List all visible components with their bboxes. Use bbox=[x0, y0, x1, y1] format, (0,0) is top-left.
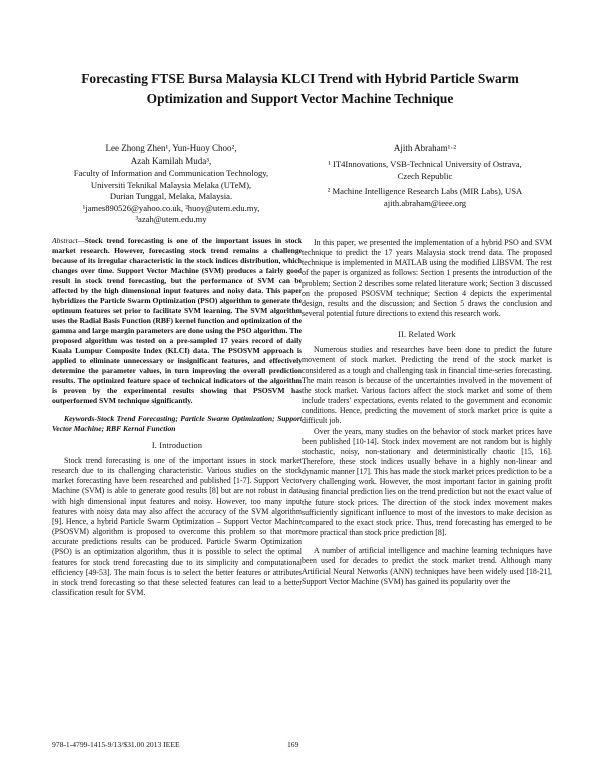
intro-paragraph-2: In this paper, we presented the implementation of a hybrid PSO and SVM technique to predict the 17 years Malaysia stock trend data. The proposed technique is implemented in MATLAB using the modified LIBSVM. The rest of the paper is organized as follows: Section 1 presents the introduction of the problem; Section 2 describes some related literature work; Section 3 discussed on the proposed PSOSVM technique; Section 4 depicts the experimental design, results and the discussion; and Section 5 draws the conclusion and several potential future directions to extend this research work. bbox=[302, 238, 552, 319]
related-paragraph-3: A number of artificial intelligence and machine learning techniques have been used for decades to predict the stock market trend. Although many Artificial Neural Networks (ANN) techniques have been widely used [18-21], Support Vector Machine (SVM) has gained its popularity over the bbox=[302, 546, 552, 586]
author-names-line1: Lee Zhong Zhen¹, Yun-Huoy Choo², bbox=[105, 143, 237, 153]
intro-paragraph-1: Stock trend forecasting is one of the important issues in stock market research due to its challenging characteristic. Various studies on the stock market forecasting have been researched and published [1-7]. Support Vector Machine (SVM) is able to generate good results [8] but are not robust in data with high dimensional input features and noisy. However, too many input features with noisy data may also affect the accuracy of the SVM algorithm [9]. Hence, a hybrid Particle Swarm Optimization – Support Vector Machine (PSOSVM) algorithm is proposed to overcome this problem so that more accurate predictions results can be produced. Particle Swarm Optimization (PSO) is an optimization algorithm, thus it is possible to select the optimal features for stock trend forecasting due to its simplicity and computational efficiency [49-53]. The main focus is to select the better features or attributes in stock trend forecasting so that these selected features can lead to a better classification result for SVM. bbox=[52, 456, 302, 598]
paper-title: Forecasting FTSE Bursa Malaysia KLCI Trend with Hybrid Particle Swarm Optimization and Support Vector Machine Technique bbox=[81, 71, 519, 106]
section-heading-introduction: I. Introduction bbox=[151, 441, 203, 450]
right-column bbox=[302, 238, 552, 587]
affiliation-line: ² Machine Intelligence Research Labs (MIR Labs), USA bbox=[327, 186, 523, 197]
author-names-line2: Azah Kamilah Muda³, bbox=[130, 156, 212, 166]
affiliation-line: ¹ IT4Innovations, VSB-Technical University of Ostrava, bbox=[328, 159, 522, 169]
affiliation-line: Durian Tunggal, Melaka, Malaysia. bbox=[109, 191, 233, 202]
authors-block-right bbox=[300, 142, 550, 209]
copyright-footer: 978-1-4799-1415-9/13/$31.00 2013 IEEE bbox=[52, 740, 180, 749]
abstract-body: Stock trend forecasting is one of the important issues in stock market research. However, forecasting stock trend remains a challenge because of its irregular characteristic in the stock indices distribution, which changes over time. Support Vector Machine (SVM) produces a fairly good result in stock trend forecasting, but the performance of SVM can be affected by the high dimensional input features and noisy data. This paper hybridizes the Particle Swarm Optimization (PSO) algorithm to generate the optimum features set prior to facilitate SVM learning. The SVM algorithm uses the Radial Basis Function (RBF) kernel function and optimization of the gamma and large margin parameters are done using the PSO algorithm. The proposed algorithm was tested on a pre-sampled 17 years record of daily Kuala Lumpur Composite Index (KLCI) data. The PSOSVM approach is applied to eliminate unnecessary or insignificant features, and effectively determine the parameter values, in turn improving the overall prediction results. The optimized feature space of technical indicators of the algorithm is proven by the experimental results showing that PSOSVM has outperformed SVM technique significantly. bbox=[52, 236, 302, 405]
authors-block-left bbox=[52, 142, 290, 226]
related-paragraph-2: Over the years, many studies on the behavior of stock market prices have been published [10-14]. Stock index movement are not random but is highly stochastic, noisy, non-stationary and deterministically chaotic [15, 16]. Therefore, these stock indices usually behave in a highly non-linear and dynamic manner [17]. This has made the stock market prices prediction to be a very challenging work. However, the most important factor in gaining profit using financial prediction lies on the trend prediction but not the exact value of the future stock prices. The direction of the stock index movement makes sufficiently significant influence to most of the investors to make decision as compared to the exact stock price. Thus, trend forecasting has emerged to be more practical than stock price prediction [8]. bbox=[302, 426, 552, 538]
left-column bbox=[52, 236, 302, 598]
affiliation-line: Faculty of Information and Communication Technology, bbox=[73, 168, 269, 178]
keywords: Keywords-Stock Trend Forecasting; Particle Swarm Optimization; Support Vector Machine; RBF Kernal Function bbox=[52, 414, 302, 433]
author-name: Ajith Abraham¹·² bbox=[393, 143, 457, 153]
affiliation-line: Czech Republic bbox=[397, 170, 453, 181]
author-emails-line1: ¹james890526@yahoo.co.uk, ²huoy@utem.edu.my, bbox=[82, 202, 260, 213]
abstract-lead: Abstract— bbox=[52, 236, 85, 245]
author-email: ajith.abraham@ieee.org bbox=[383, 197, 467, 208]
abstract bbox=[52, 236, 302, 406]
related-paragraph-1: Numerous studies and researches have been done to predict the future movement of stock market. Predicting the trend of the stock market is considered as a tough and challenging task in financial time-series forecasting. The main reason is because of the uncertainties involved in the movement of the stock market. Various factors affect the stock market and some of them include traders' expectations, events related to the government and economic conditions. Hence, predicting the movement of stock market price is quite a difficult job. bbox=[302, 345, 552, 426]
section-heading-related-work: II. Related Work bbox=[398, 330, 456, 340]
affiliation-line: Universiti Teknikal Malaysia Melaka (UTeM), bbox=[90, 179, 252, 190]
author-emails-line2: ³azah@utem.edu.my bbox=[135, 214, 207, 225]
page-number: 169 bbox=[287, 740, 299, 749]
